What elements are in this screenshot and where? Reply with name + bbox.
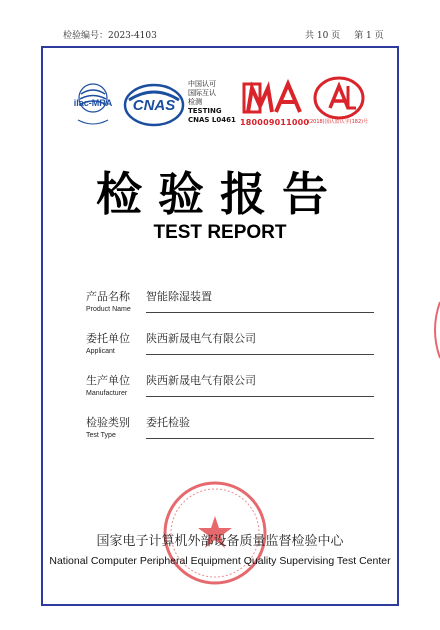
field-label-cn: 检验类别: [86, 416, 130, 429]
cnas-accreditation-text: [188, 80, 236, 125]
field-test-type: [86, 414, 376, 450]
field-label-cn: 委托单位: [86, 332, 130, 345]
field-value: 陕西新晟电气有限公司: [146, 332, 256, 345]
field-value: 委托检验: [146, 416, 190, 429]
cnas-logo: [123, 80, 185, 130]
field-underline: [146, 396, 374, 397]
field-underline: [146, 438, 374, 439]
ilac-mra-logo: [70, 80, 116, 130]
field-manufacturer: [86, 372, 376, 408]
cma-number: 180009011000: [240, 118, 310, 127]
cnas-text-line: TESTING: [188, 107, 222, 115]
cnas-text-line: 国际互认: [188, 89, 216, 97]
total-pages: 共 10 页: [305, 31, 341, 41]
field-label-cn: 生产单位: [86, 374, 130, 387]
report-number: 检验编号：2023-4103: [63, 31, 157, 41]
cnas-logo-text: CNAS: [132, 97, 176, 114]
edge-seal-fragment: [428, 300, 440, 360]
field-label-cn: 产品名称: [86, 290, 130, 303]
ilac-logo-text: ilac-MRA: [73, 98, 113, 108]
report-title-cn: 检验报告: [96, 167, 344, 221]
center-name-en: National Computer Peripheral Equipment Quality Supervising Test Center: [49, 555, 391, 567]
field-underline: [146, 312, 374, 313]
cnas-text-line: 检测: [188, 98, 202, 106]
field-value: 智能除湿装置: [146, 290, 212, 303]
field-applicant: [86, 330, 376, 366]
field-underline: [146, 354, 374, 355]
page-indicator: [305, 28, 398, 41]
field-label-en: Applicant: [86, 348, 115, 355]
page-number: 第 1 页: [354, 31, 384, 41]
cnas-text-line: 中国认可: [188, 80, 216, 88]
cnas-text-line: CNAS L0461: [188, 116, 236, 124]
field-label-en: Product Name: [86, 306, 131, 313]
field-label-en: Test Type: [86, 432, 116, 439]
cal-logo: [312, 76, 366, 122]
field-value: 陕西新晟电气有限公司: [146, 374, 256, 387]
cal-number: (2018)国认监认字(182)号: [308, 119, 369, 125]
report-title-en: TEST REPORT: [153, 222, 287, 243]
field-label-en: Manufacturer: [86, 390, 128, 397]
field-product-name: [86, 288, 376, 324]
center-name-cn: 国家电子计算机外部设备质量监督检验中心: [96, 534, 344, 549]
